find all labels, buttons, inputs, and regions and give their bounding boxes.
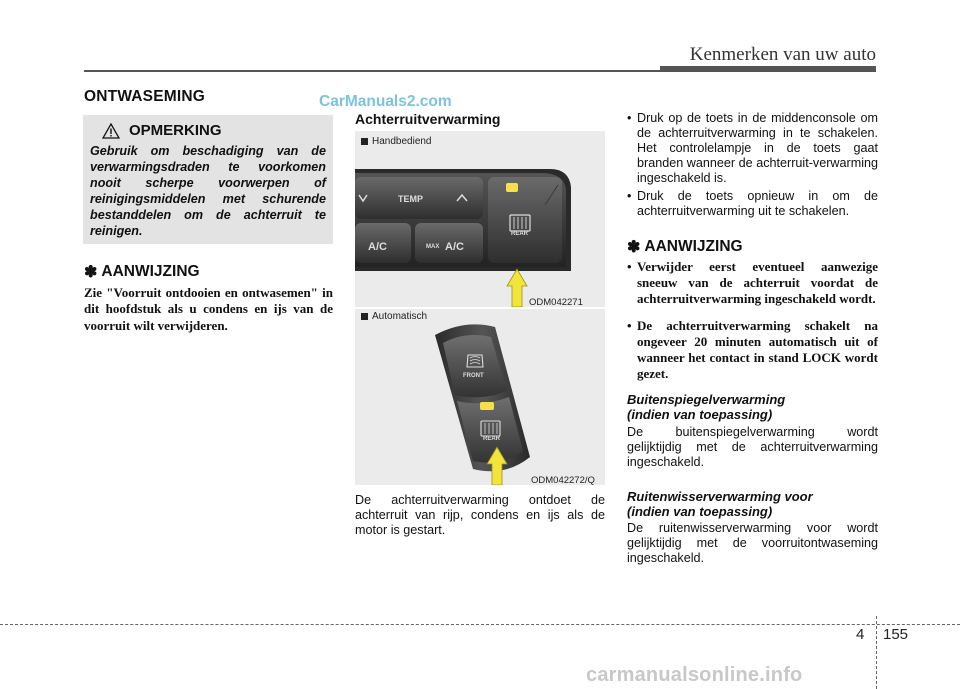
note-text: Gebruik om beschadiging van de verwarmingsdraden te voorkomen nooit scherpe voorwerpen of reinigingsmiddelen met schurende bestanddelen om de achterruit te reinigen. — [90, 144, 326, 238]
right-tip-heading — [627, 237, 743, 257]
note-title: OPMERKING — [129, 122, 222, 139]
front-button-label: FRONT — [463, 373, 484, 379]
panel-automatic-label — [361, 311, 427, 322]
chapter-number: 4 — [856, 626, 865, 643]
panel-automatic-caption: ODM042272/Q — [531, 475, 595, 486]
note-header — [102, 122, 326, 139]
rear-button-label: REAR — [511, 231, 529, 237]
right-tip-bullet-2: • De achterruitverwarming schakelt na ongeveer 20 minuten automatisch uit of wanneer het contact in stand LOCK wordt gezet. — [627, 318, 878, 382]
wiper-heading — [627, 489, 813, 519]
mirror-heading-line1: Buitenspiegelverwarming — [627, 392, 786, 407]
wiper-heading-line1: Ruitenwisserverwarming voor — [627, 489, 813, 504]
footer-rule — [0, 624, 960, 625]
header-title: Kenmerken van uw auto — [689, 44, 876, 65]
right-bullet-1: • Druk op de toets in de middenconsole om de achterruitverwarming in te schakelen. Het controlelampje in de toets gaat branden wanneer de achterruit-verwarming ingeschakeld is. — [627, 111, 878, 186]
manual-control-illustration — [355, 131, 605, 307]
panel-automatic-label-text: Automatisch — [372, 311, 428, 322]
warning-triangle-icon — [102, 123, 120, 139]
note-box — [83, 115, 333, 244]
panel-manual-label — [361, 136, 432, 147]
mirror-heading-line2: (indien van toepassing) — [627, 407, 773, 422]
header-bar — [660, 66, 876, 72]
wiper-text: De ruitenwisserverwarming voor wordt gelijktijdig met de voorruitontwaseming ingeschakeld. — [627, 521, 878, 565]
wiper-heading-line2: (indien van toepassing) — [627, 504, 773, 519]
max-ac-button-label: A/C — [445, 241, 464, 253]
square-bullet-icon — [361, 313, 368, 320]
panel-manual-label-text: Handbediend — [372, 136, 432, 147]
page-number: 155 — [883, 626, 909, 643]
square-bullet-icon — [361, 138, 368, 145]
panel-manual — [355, 131, 605, 307]
watermark-bottom: carmanualsonline.info — [586, 664, 803, 686]
section-title: ONTWASEMING — [84, 88, 206, 105]
left-tip-heading — [84, 262, 200, 282]
right-bullet-2: • Druk de toets opnieuw in om de achterruitverwarming uit te schakelen. — [627, 189, 878, 219]
header-rule — [84, 70, 660, 72]
right-tip-bullet-1: • Verwijder eerst eventueel aanwezige sneeuw van de achterruit voordat de achterruitverwarming ingeschakeld wordt. — [627, 259, 878, 307]
mirror-heading — [627, 392, 785, 422]
mirror-text: De buitenspiegelverwarming wordt gelijktijdig met de achterruitverwarming ingeschakeld. — [627, 425, 878, 469]
star-icon: ✽ — [84, 264, 98, 281]
panel-automatic — [355, 309, 605, 485]
left-tip-title: AANWIJZING — [101, 263, 200, 280]
max-label: MAX — [426, 244, 440, 250]
ac-button-label: A/C — [368, 241, 387, 253]
right-tip-title: AANWIJZING — [644, 238, 743, 255]
footer-divider — [876, 616, 877, 689]
left-tip-text: Zie "Voorruit ontdooien en ontwasemen" in dit hoofdstuk als u condens en ijs van de voorruit wilt verwijderen. — [84, 285, 333, 333]
star-icon: ✽ — [627, 239, 641, 256]
rear-defrost-description: De achterruitverwarming ontdoet de achterruit van rijp, condens en ijs als de motor is gestart. — [355, 493, 605, 537]
automatic-control-illustration — [355, 309, 605, 485]
rear-button-label-auto: REAR — [483, 436, 501, 442]
panel-manual-caption: ODM042271 — [529, 297, 583, 308]
temp-label: TEMP — [398, 194, 424, 204]
rear-defrost-title: Achterruitverwarming — [355, 111, 501, 127]
watermark-top: CarManuals2.com — [319, 93, 452, 110]
